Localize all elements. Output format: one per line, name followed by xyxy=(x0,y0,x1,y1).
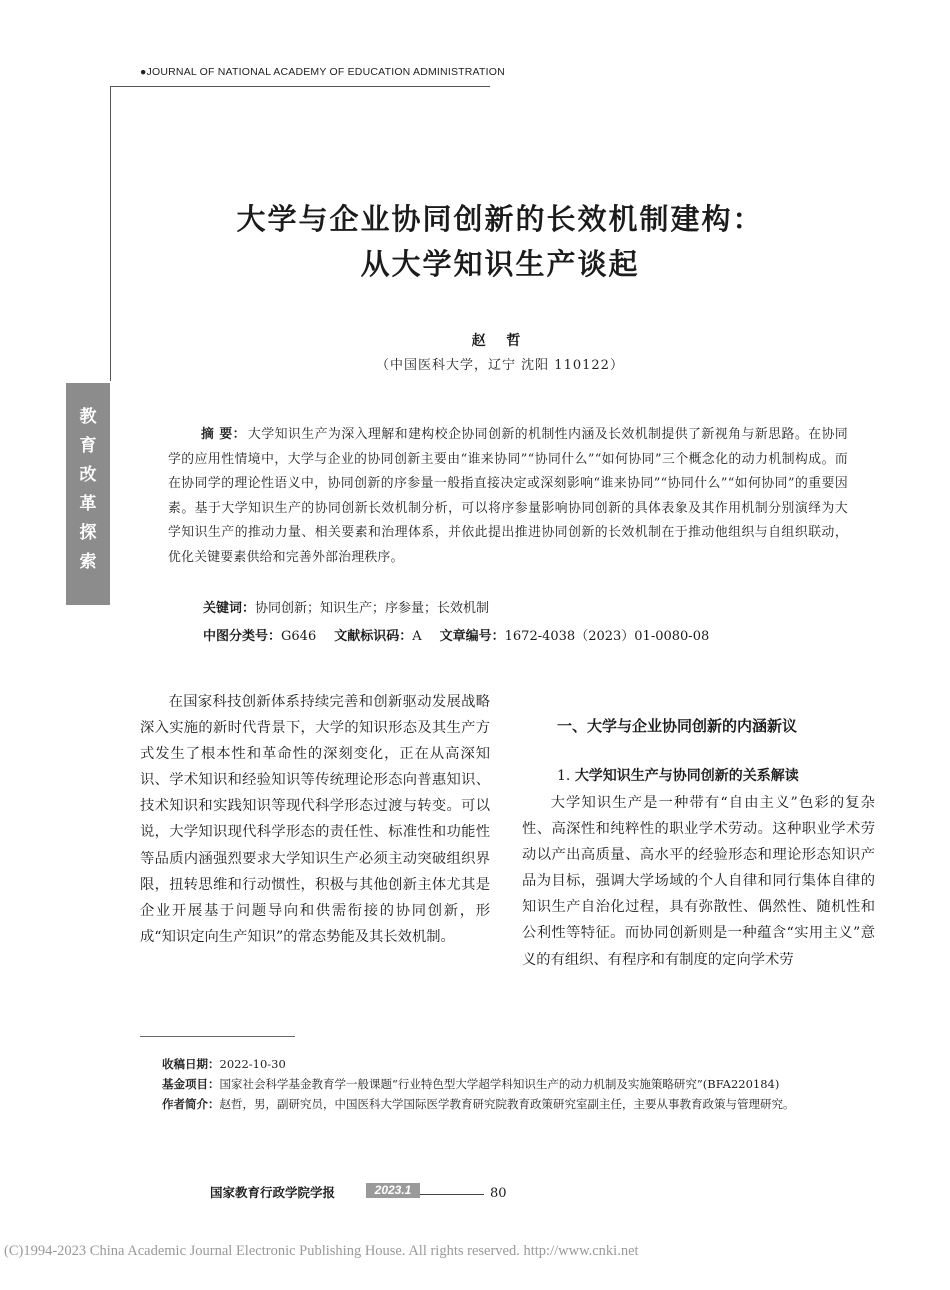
footer-journal-name: 国家教育行政学院学报 xyxy=(210,1185,336,1200)
doc-code-label: 文献标识码： xyxy=(334,629,413,644)
fund-label: 基金项目： xyxy=(162,1077,220,1091)
subsection-heading xyxy=(557,765,799,785)
classification-line xyxy=(203,625,709,644)
author-name: 赵 哲 xyxy=(471,333,529,349)
author-bio-text: 赵哲，男，副研究员，中国医科大学国际医学教育研究院教育政策研究室副主任，主要从事教育政策与管理研究。 xyxy=(219,1097,795,1111)
section-tab-char: 革 xyxy=(79,494,97,514)
article-no-label: 文章编号： xyxy=(439,629,505,644)
header-rule xyxy=(110,86,490,87)
keywords xyxy=(203,597,489,616)
section-heading: 一、大学与企业协同创新的内涵新议 xyxy=(557,717,798,735)
footnote-received xyxy=(162,1054,877,1074)
article-title-line1: 大学与企业协同创新的长效机制建构： xyxy=(236,202,764,236)
article-title-line2: 从大学知识生产谈起 xyxy=(360,247,640,281)
body-right-paragraph: 大学知识生产是一种带有“自由主义”色彩的复杂性、高深性和纯粹性的职业学术劳动。这种职业学术劳动以产出高质量、高水平的经验形态和理论形态知识产品为目标，强调大学场域的个人自律和同行集体自律的知识生产自治化过程，具有弥散性、偶然性、随机性和公利性等特征。而协同创新则是一种蕴含“实用主义”意义的有组织、有程序和有制度的定向学术劳 xyxy=(522,795,875,968)
footer-issue-badge: 2023.1 xyxy=(366,1183,420,1198)
received-label: 收稿日期： xyxy=(162,1057,220,1071)
copyright-notice: (C)1994-2023 China Academic Journal Electronic Publishing House. All rights reserved. http://www.cnki.net xyxy=(4,1243,639,1259)
author-bio-label: 作者简介： xyxy=(162,1097,220,1111)
subsection-number: 1. xyxy=(557,768,571,784)
keywords-label: 关键词： xyxy=(203,601,256,616)
author-affiliation: （中国医科大学，辽宁 沈阳 110122） xyxy=(376,358,624,373)
section-tab-char: 改 xyxy=(79,465,97,485)
footnote-fund xyxy=(162,1074,877,1094)
journal-header: ●JOURNAL OF NATIONAL ACADEMY OF EDUCATION ADMINISTRATION xyxy=(140,66,505,78)
abstract-text: 大学知识生产为深入理解和建构校企协同创新的机制性内涵及长效机制提供了新视角与新思路。在协同学的应用性情境中，大学与企业的协同创新主要由“谁来协同”“协同什么”“如何协同”三个概念化的动力机制构成。而在协同学的理论性语义中，协同创新的序参量一般指直接决定或深刻影响“谁来协同”“协同什么”“如何协同”的重要因素。基于大学知识生产的协同创新长效机制分析，可以将序参量影响协同创新的具体表象及其作用机制分别演绎为大学知识生产的推动力量、相关要素和治理体系，并依此提出推进协同创新的长效机制在于推动他组织与自组织联动，优化关键要素供给和完善外部治理秩序。 xyxy=(168,427,849,565)
doc-code-value: A xyxy=(412,629,422,644)
section-tab-char: 教 xyxy=(79,407,97,427)
footer-rule xyxy=(420,1194,484,1195)
article-no-value: 1672-4038（2023）01-0080-08 xyxy=(504,629,710,644)
body-left-paragraph: 在国家科技创新体系持续完善和创新驱动发展战略深入实施的新时代背景下，大学的知识形态及其生产方式发生了根本性和革命性的深刻变化，正在从高深知识、学术知识和经验知识等传统理论形态向普惠知识、技术知识和实践知识等现代科学形态过渡与转变。可以说，大学知识现代科学形态的责任性、标准性和功能性等品质内涵强烈要求大学知识生产必须主动突破组织界限，扭转思维和行动惯性，积极与其他创新主体尤其是企业开展基于问题导向和供需衔接的协同创新，形成“知识定向生产知识”的常态势能及其长效机制。 xyxy=(140,694,490,945)
fund-text: 国家社会科学基金教育学一般课题“行业特色型大学超学科知识生产的动力机制及实施策略研究”(BFA220184) xyxy=(219,1077,780,1091)
subsection-title: 大学知识生产与协同创新的关系解读 xyxy=(574,768,799,784)
footnote-rule xyxy=(140,1036,295,1037)
keywords-text: 协同创新；知识生产；序参量；长效机制 xyxy=(255,601,490,616)
section-tab xyxy=(66,383,110,605)
footnotes xyxy=(162,1054,877,1114)
section-tab-char: 育 xyxy=(79,436,97,456)
clc-value: G646 xyxy=(281,629,317,644)
received-date: 2022-10-30 xyxy=(219,1057,286,1071)
page-number: 80 xyxy=(490,1186,507,1201)
section-tab-char: 探 xyxy=(79,523,97,543)
clc-label: 中图分类号： xyxy=(203,629,282,644)
abstract xyxy=(168,423,848,570)
abstract-label: 摘 要： xyxy=(201,427,247,442)
footnote-author xyxy=(162,1094,877,1114)
section-tab-char: 索 xyxy=(79,552,97,572)
